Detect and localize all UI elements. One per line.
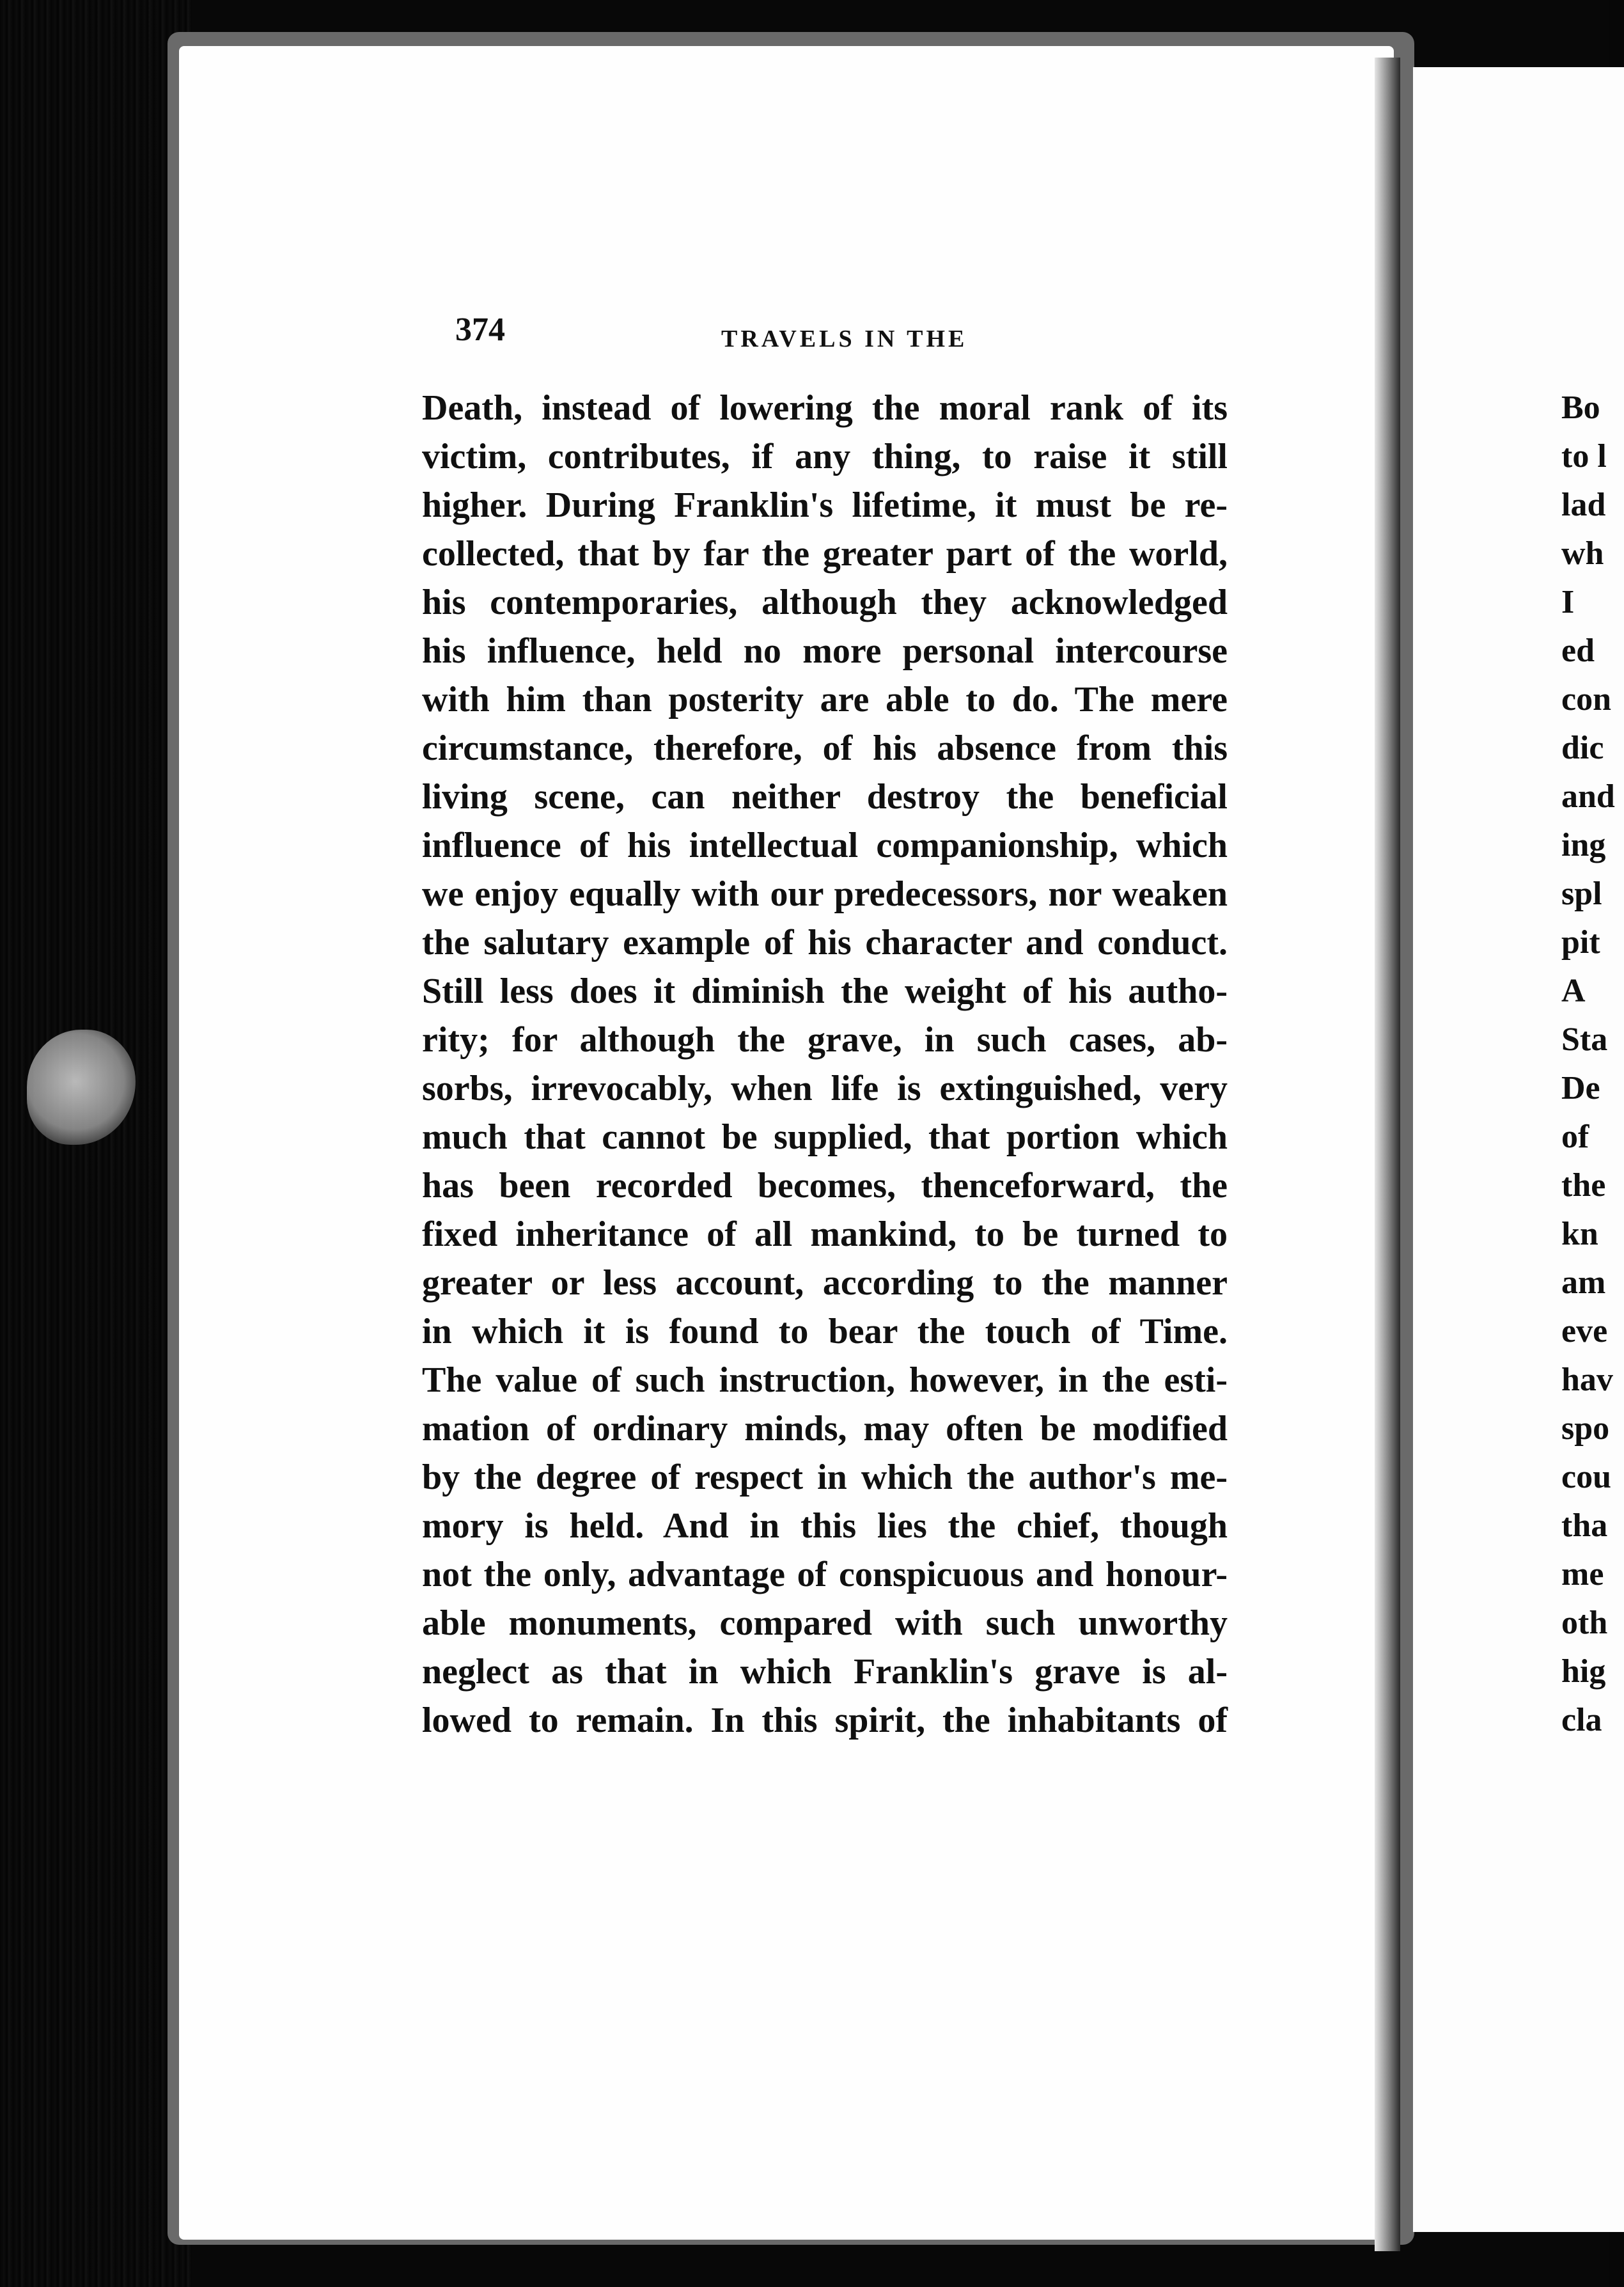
facing-line-fragment: the bbox=[1561, 1167, 1606, 1204]
text-line: Death, instead of lowering the moral rank of its bbox=[422, 388, 1228, 428]
running-title: TRAVELS IN THE bbox=[721, 326, 968, 352]
facing-line-fragment: Bo bbox=[1561, 389, 1600, 426]
facing-line-fragment: Sta bbox=[1561, 1021, 1608, 1058]
facing-line-fragment: dic bbox=[1561, 730, 1604, 766]
text-line: by the degree of respect in which the author's me- bbox=[422, 1458, 1228, 1497]
facing-line-fragment: cou bbox=[1561, 1459, 1611, 1495]
facing-line-fragment: I bbox=[1561, 584, 1575, 620]
text-line: much that cannot be supplied, that portion which bbox=[422, 1117, 1228, 1157]
facing-line-fragment: am bbox=[1561, 1264, 1606, 1301]
facing-line-fragment: spl bbox=[1561, 876, 1602, 912]
facing-line-fragment: and bbox=[1561, 778, 1615, 815]
text-line: collected, that by far the greater part of the world, bbox=[422, 534, 1228, 574]
facing-line-fragment: cla bbox=[1561, 1702, 1602, 1738]
text-line: not the only, advantage of conspicuous and honour- bbox=[422, 1555, 1228, 1594]
facing-line-fragment: A bbox=[1561, 973, 1586, 1009]
facing-line-fragment: pit bbox=[1561, 924, 1600, 961]
text-line: has been recorded becomes, thenceforward, the bbox=[422, 1166, 1228, 1206]
facing-line-fragment: De bbox=[1561, 1070, 1600, 1106]
text-line: greater or less account, according to the manner bbox=[422, 1263, 1228, 1303]
page-number: 374 bbox=[455, 311, 505, 348]
facing-line-fragment: of bbox=[1561, 1119, 1589, 1155]
facing-line-fragment: tha bbox=[1561, 1507, 1608, 1544]
text-line: mation of ordinary minds, may often be modified bbox=[422, 1409, 1228, 1449]
text-line: living scene, can neither destroy the beneficial bbox=[422, 777, 1228, 817]
text-line: neglect as that in which Franklin's grave is al- bbox=[422, 1652, 1228, 1692]
facing-line-fragment: hav bbox=[1561, 1362, 1613, 1398]
text-line: fixed inheritance of all mankind, to be turned to bbox=[422, 1214, 1228, 1254]
facing-line-fragment: me bbox=[1561, 1556, 1604, 1592]
text-line: with him than posterity are able to do. The mere bbox=[422, 680, 1228, 719]
facing-line-fragment: kn bbox=[1561, 1216, 1598, 1252]
text-line: influence of his intellectual companionship, which bbox=[422, 826, 1228, 865]
text-line: rity; for although the grave, in such cases, ab- bbox=[422, 1020, 1228, 1060]
facing-line-fragment: lad bbox=[1561, 487, 1606, 523]
text-line: mory is held. And in this lies the chief, though bbox=[422, 1506, 1228, 1546]
facing-line-fragment: con bbox=[1561, 681, 1611, 718]
facing-line-fragment: ed bbox=[1561, 633, 1595, 669]
page-gutter bbox=[1375, 58, 1400, 2251]
body-text bbox=[422, 384, 1228, 1745]
facing-line-fragment: spo bbox=[1561, 1410, 1610, 1447]
text-line: we enjoy equally with our predecessors, nor weaken bbox=[422, 874, 1228, 914]
text-line: lowed to remain. In this spirit, the inhabitants of bbox=[422, 1701, 1228, 1740]
text-line: higher. During Franklin's lifetime, it must be re- bbox=[422, 485, 1228, 525]
facing-line-fragment: to l bbox=[1561, 438, 1607, 475]
book-binding bbox=[0, 0, 192, 2287]
text-line: his influence, held no more personal intercourse bbox=[422, 631, 1228, 671]
text-line: circumstance, therefore, of his absence from this bbox=[422, 728, 1228, 768]
text-line: his contemporaries, although they acknowledged bbox=[422, 583, 1228, 622]
text-line: Still less does it diminish the weight of his autho- bbox=[422, 971, 1228, 1011]
facing-line-fragment: wh bbox=[1561, 535, 1604, 572]
facing-line-fragment: ing bbox=[1561, 827, 1606, 863]
text-line: able monuments, compared with such unworthy bbox=[422, 1603, 1228, 1643]
facing-page-fragments bbox=[1561, 384, 1619, 1745]
text-line: victim, contributes, if any thing, to raise it still bbox=[422, 437, 1228, 476]
facing-line-fragment: eve bbox=[1561, 1313, 1608, 1349]
facing-line-fragment: oth bbox=[1561, 1605, 1608, 1641]
facing-line-fragment: hig bbox=[1561, 1653, 1606, 1690]
text-line: in which it is found to bear the touch of Time. bbox=[422, 1312, 1228, 1351]
text-line: sorbs, irrevocably, when life is extinguished, very bbox=[422, 1069, 1228, 1108]
text-line: the salutary example of his character and conduct. bbox=[422, 923, 1228, 963]
text-line: The value of such instruction, however, in the esti- bbox=[422, 1360, 1228, 1400]
